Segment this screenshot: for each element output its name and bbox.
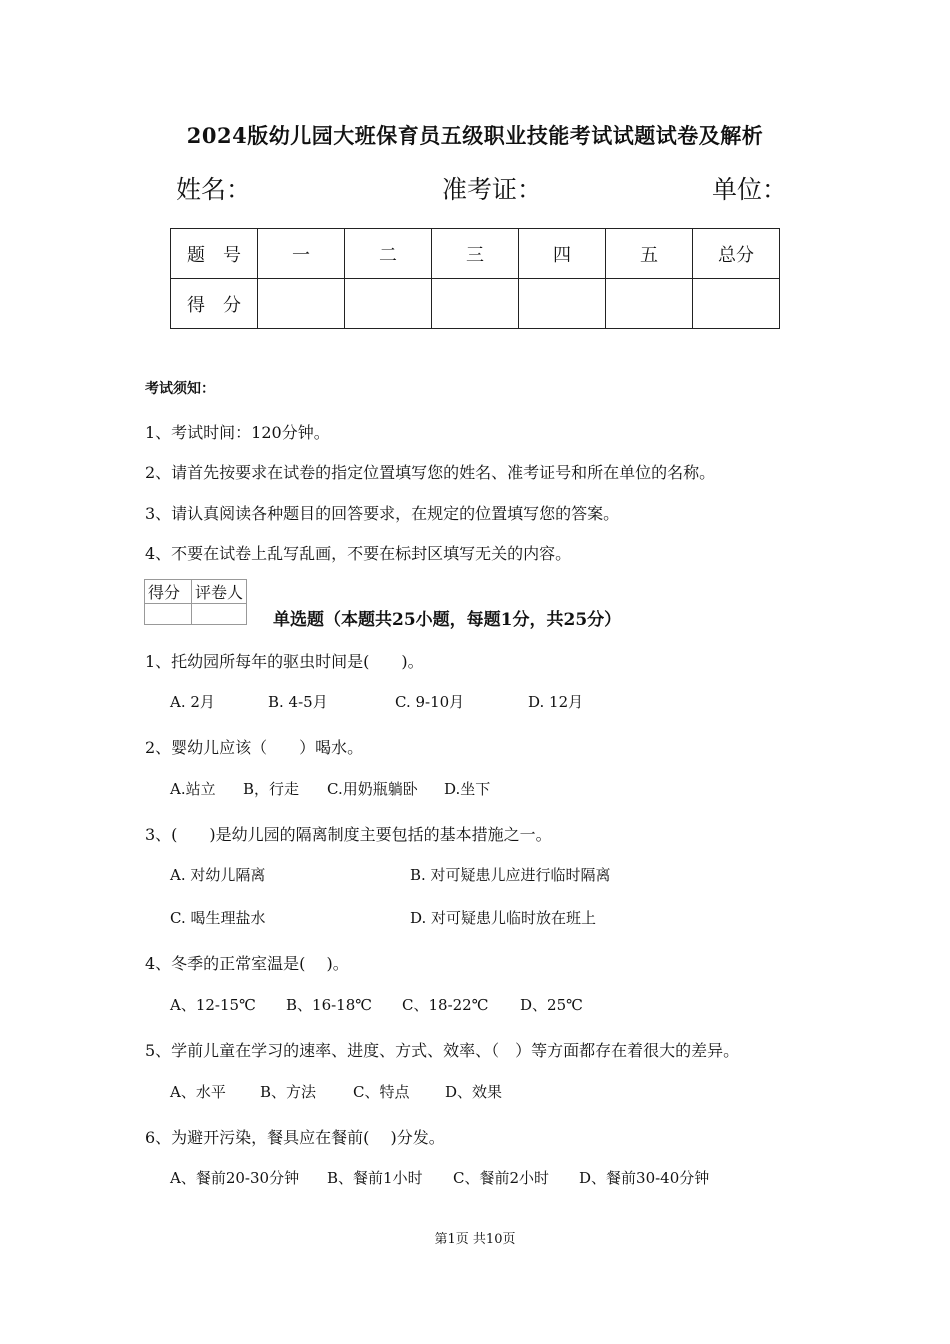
question-option: C. 9-10月 — [395, 693, 465, 711]
question-option: A. 对幼儿隔离 — [170, 866, 266, 884]
grader-score-label: 得分 — [145, 580, 192, 604]
question-stem: 5、学前儿童在学习的速率、进度、方式、效率、（ ）等方面都存在着很大的差异。 — [145, 1041, 740, 1060]
question-option: B、餐前1小时 — [327, 1169, 423, 1187]
question-option: D、餐前30-40分钟 — [579, 1169, 710, 1187]
grader-box — [144, 579, 247, 625]
score-header-cell: 五 — [606, 229, 693, 279]
score-cell[interactable] — [519, 279, 606, 329]
score-cell[interactable] — [432, 279, 519, 329]
question-option: B、16-18℃ — [286, 996, 373, 1014]
question-stem: 3、( )是幼儿园的隔离制度主要包括的基本措施之一。 — [145, 825, 552, 844]
question-option: D.坐下 — [444, 780, 491, 798]
question-option: B. 4-5月 — [268, 693, 328, 711]
question-option: D、25℃ — [520, 996, 583, 1014]
score-table — [170, 228, 780, 329]
name-field-label: 姓名： — [176, 175, 252, 204]
question-option: A、12-15℃ — [170, 996, 256, 1014]
score-table-header-row — [171, 229, 780, 279]
question-option: C. 喝生理盐水 — [170, 909, 266, 927]
question-stem: 2、婴幼儿应该（ ）喝水。 — [145, 738, 364, 757]
question-option: A.站立 — [170, 780, 216, 798]
score-table-score-row — [171, 279, 780, 329]
question-option: C、餐前2小时 — [453, 1169, 550, 1187]
notes-heading: 考试须知： — [145, 381, 215, 397]
question-option: A、水平 — [170, 1083, 226, 1101]
score-cell[interactable] — [693, 279, 780, 329]
exam-id-field-label: 准考证： — [442, 175, 543, 204]
unit-field-label: 单位： — [712, 175, 788, 204]
score-row-label: 得 分 — [171, 279, 258, 329]
question-option: B、方法 — [260, 1083, 317, 1101]
question-option: A. 2月 — [170, 693, 215, 711]
question-stem: 6、为避开污染，餐具应在餐前( )分发。 — [145, 1128, 445, 1147]
score-header-cell: 四 — [519, 229, 606, 279]
question-option: C、特点 — [353, 1083, 410, 1101]
note-item: 4、不要在试卷上乱写乱画，不要在标封区填写无关的内容。 — [145, 544, 572, 563]
note-item: 2、请首先按要求在试卷的指定位置填写您的姓名、准考证号和所在单位的名称。 — [145, 463, 716, 482]
question-stem: 4、冬季的正常室温是( )。 — [145, 954, 349, 973]
score-header-cell: 题 号 — [171, 229, 258, 279]
score-header-cell: 三 — [432, 229, 519, 279]
question-option: D. 12月 — [528, 693, 584, 711]
question-option: C.用奶瓶躺卧 — [327, 780, 418, 798]
question-stem: 1、托幼园所每年的驱虫时间是( )。 — [145, 652, 424, 671]
score-header-cell: 二 — [345, 229, 432, 279]
question-option: D. 对可疑患儿临时放在班上 — [410, 909, 597, 927]
grader-name-cell[interactable] — [192, 604, 247, 625]
score-header-cell: 一 — [258, 229, 345, 279]
note-item: 1、考试时间：120分钟。 — [145, 423, 330, 442]
question-option: B，行走 — [243, 780, 300, 798]
page-title: 2024版幼儿园大班保育员五级职业技能考试试题试卷及解析 — [186, 123, 764, 148]
score-cell[interactable] — [606, 279, 693, 329]
grader-name-label: 评卷人 — [192, 580, 247, 604]
page-number: 第1页 共10页 — [434, 1232, 516, 1247]
question-option: B. 对可疑患儿应进行临时隔离 — [410, 866, 611, 884]
score-header-cell: 总分 — [693, 229, 780, 279]
score-cell[interactable] — [258, 279, 345, 329]
question-option: D、效果 — [445, 1083, 503, 1101]
section-title: 单选题（本题共25小题，每题1分，共25分） — [273, 610, 622, 630]
question-option: A、餐前20-30分钟 — [170, 1169, 300, 1187]
grader-score-cell[interactable] — [145, 604, 192, 625]
question-option: C、18-22℃ — [402, 996, 489, 1014]
note-item: 3、请认真阅读各种题目的回答要求，在规定的位置填写您的答案。 — [145, 504, 620, 523]
score-cell[interactable] — [345, 279, 432, 329]
